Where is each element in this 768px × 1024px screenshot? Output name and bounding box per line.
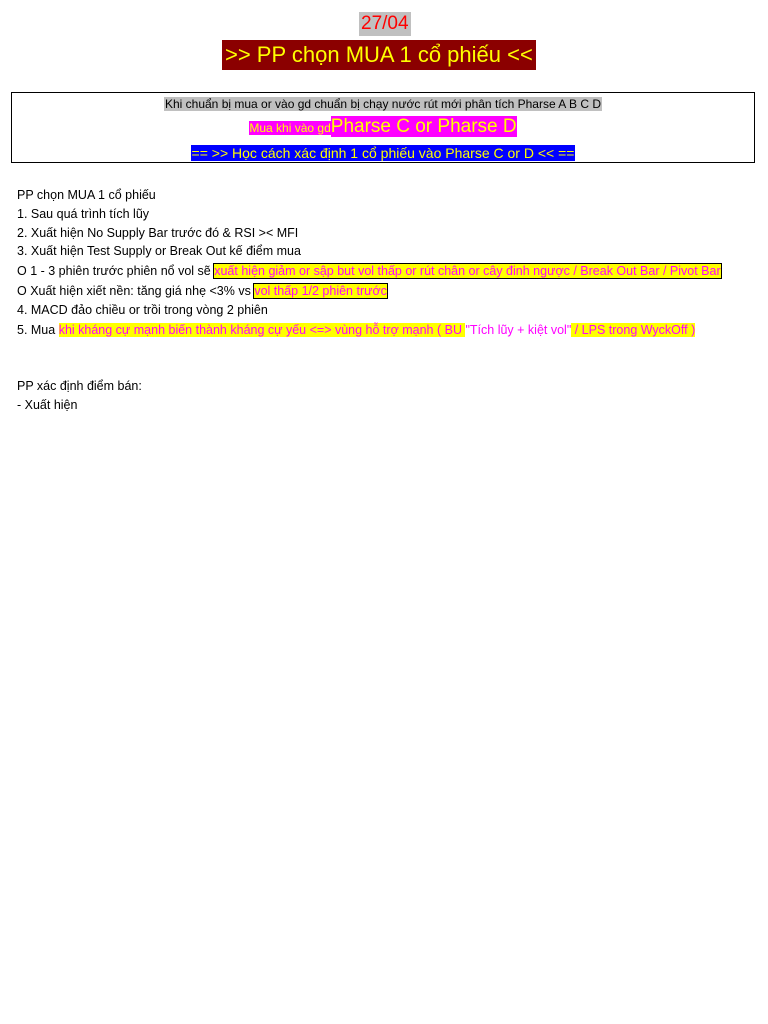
buy-step-4: 4. MACD đảo chiều or trồi trong vòng 2 phiên [17, 303, 268, 317]
phase-analysis-text: Khi chuẩn bị mua or vào gd chuẩn bị chạy nước rút mới phân tích Pharse A B C D [164, 97, 601, 111]
buy-phase-line [12, 115, 754, 139]
buy-method-heading: PP chọn MUA 1 cổ phiếu [17, 188, 156, 202]
buy-step-3: 3. Xuất hiện Test Supply or Break Out kế điểm mua [17, 244, 301, 258]
buy-substep-2-text: O Xuất hiện xiết nền: tăng giá nhẹ <3% vs [17, 284, 255, 298]
buy-substep-1-highlight: xuất hiện giảm or sập but vol thấp or rút chân or cây đinh ngược / Break Out Bar / Pivot Bar [214, 264, 721, 278]
buy-step-5 [17, 321, 695, 339]
sell-step-1: - Xuất hiện [17, 398, 78, 412]
phase-info-box [11, 92, 755, 163]
date-label: 27/04 [361, 13, 409, 34]
sell-method-heading: PP xác định điểm bán: [17, 379, 142, 393]
buy-step-2: 2. Xuất hiện No Supply Bar trước đó & RSI >< MFI [17, 226, 299, 240]
learn-phase-line [12, 144, 754, 163]
page-title: >> PP chọn MUA 1 cổ phiếu << [222, 40, 536, 70]
phase-analysis-note [12, 95, 754, 113]
buy-phase-prefix: Mua khi vào gd [249, 121, 331, 135]
buy-substep-1 [17, 262, 721, 280]
buy-phase-highlight: Pharse C or Pharse D [330, 116, 517, 137]
buy-substep-2 [17, 282, 387, 300]
buy-substep-2-highlight: vol thấp 1/2 phiên trước [254, 284, 387, 298]
buy-step-5-quote: "Tích lũy + kiệt vol" [465, 323, 572, 337]
buy-step-5-highlight-end: / LPS trong WyckOff ) [571, 323, 696, 337]
buy-step-5-highlight: khi kháng cự mạnh biến thành kháng cự yếu <=> vùng hỗ trợ mạnh ( BU [58, 323, 466, 337]
learn-phase-text: == >> Học cách xác định 1 cổ phiếu vào Pharse C or D << == [191, 145, 575, 161]
buy-step-5-text: 5. Mua [17, 323, 59, 337]
buy-step-1: 1. Sau quá trình tích lũy [17, 207, 150, 221]
buy-substep-1-text: O 1 - 3 phiên trước phiên nổ vol sẽ [17, 264, 215, 278]
